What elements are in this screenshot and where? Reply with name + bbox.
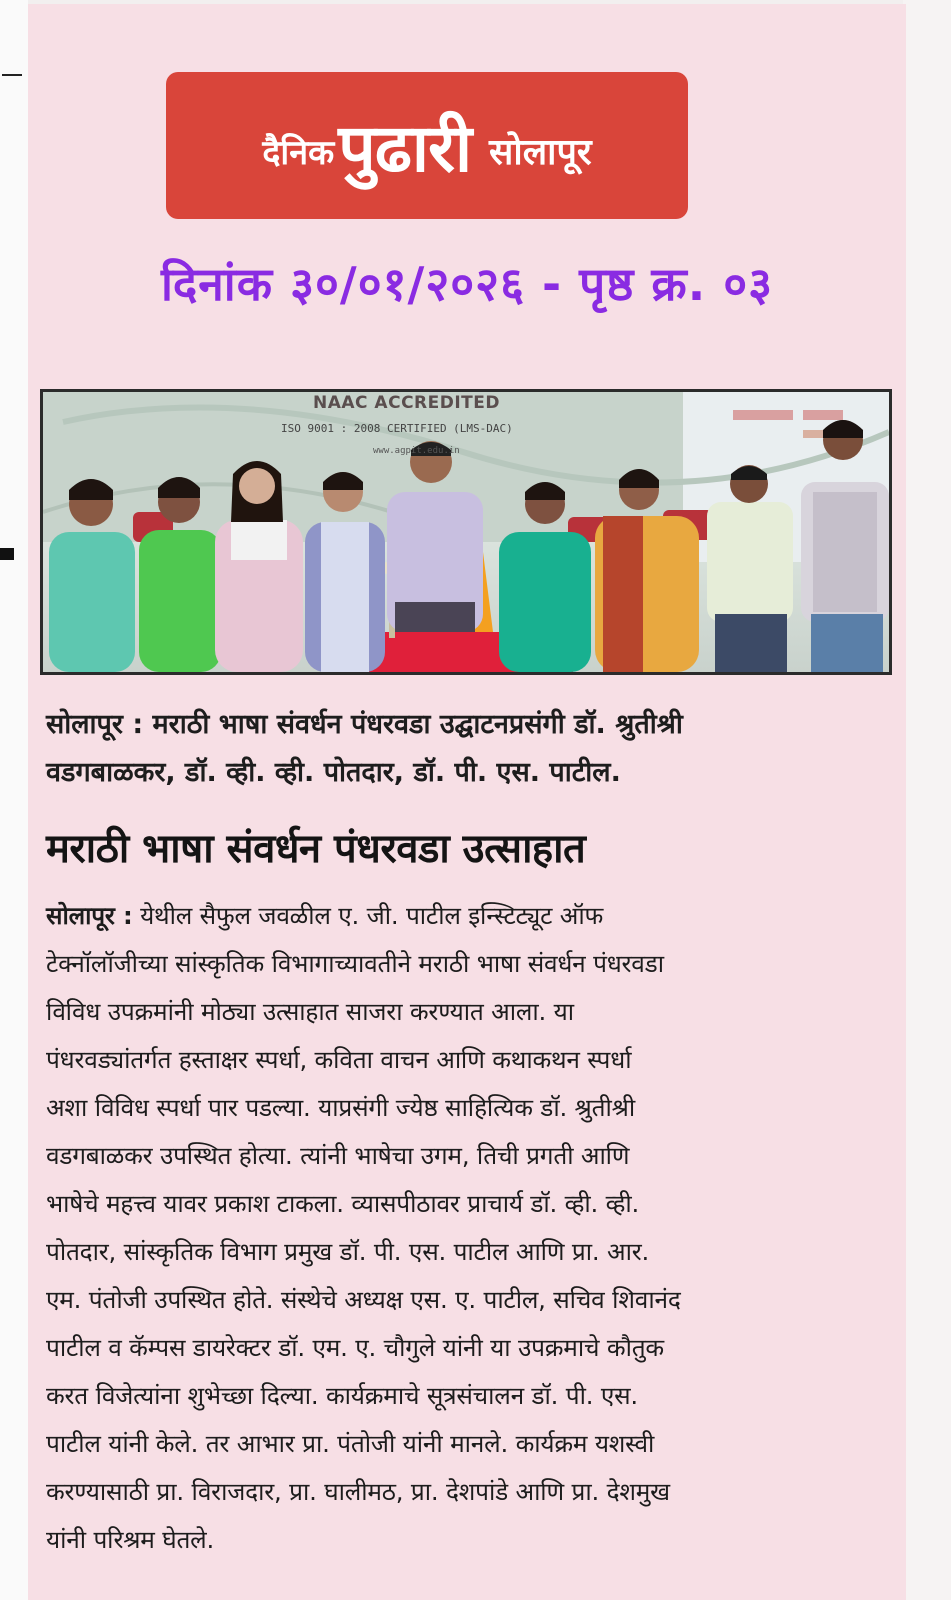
caption-line: सोलापूर : मराठी भाषा संवर्धन पंधरवडा उद्घाटनप्रसंगी डॉ. श्रुतीश्री <box>46 709 683 740</box>
body-line: विविध उपक्रमांनी मोठ्या उत्साहात साजरा करण्यात आला. या <box>46 997 574 1026</box>
masthead-city: सोलापूर <box>489 132 592 173</box>
body-line: यांनी परिश्रम घेतले. <box>46 1525 215 1554</box>
body-line: वडगबाळकर उपस्थित होत्या. त्यांनी भाषेचा उगम, तिची प्रगती आणि <box>46 1141 630 1170</box>
margin-mark <box>2 74 22 76</box>
event-photo <box>40 389 892 675</box>
body-line: सोलापूर : येथील सैफुल जवळील ए. जी. पाटील इन्स्टिट्यूट ऑफ <box>46 901 604 930</box>
dateline-lead: सोलापूर : <box>46 901 133 930</box>
banner-accreditation: NAAC ACCREDITED <box>313 393 501 413</box>
margin-mark <box>0 548 14 560</box>
body-line: करण्यासाठी प्रा. विराजदार, प्रा. घालीमठ, प्रा. देशपांडे आणि प्रा. देशमुख <box>46 1477 670 1506</box>
banner-iso: ISO 9001 : 2008 CERTIFIED (LMS-DAC) <box>281 422 513 435</box>
body-line: एम. पंतोजी उपस्थित होते. संस्थेचे अध्यक्ष एस. ए. पाटील, सचिव शिवानंद <box>46 1285 681 1314</box>
newspaper-clipping <box>28 4 906 1600</box>
body-line: टेक्नॉलॉजीच्या सांस्कृतिक विभागाच्यावतीने मराठी भाषा संवर्धन पंधरवडा <box>46 949 664 978</box>
body-line: पोतदार, सांस्कृतिक विभाग प्रमुख डॉ. पी. एस. पाटील आणि प्रा. आर. <box>46 1237 650 1266</box>
body-line: पाटील यांनी केले. तर आभार प्रा. पंतोजी यांनी मानले. कार्यक्रम यशस्वी <box>46 1429 655 1458</box>
caption-line: वडगबाळकर, डॉ. व्ही. व्ही. पोतदार, डॉ. पी. एस. पाटील. <box>46 757 621 788</box>
body-line: करत विजेत्यांना शुभेच्छा दिल्या. कार्यक्रमाचे सूत्रसंचालन डॉ. पी. एस. <box>46 1381 638 1410</box>
article-body <box>46 892 896 1564</box>
dateline: दिनांक ३०/०१/२०२६ - पृष्ठ क्र. ०३ <box>160 257 774 311</box>
page-right-margin <box>903 0 951 1600</box>
article-headline: मराठी भाषा संवर्धन पंधरवडा उत्साहात <box>46 826 586 872</box>
body-line: अशा विविध स्पर्धा पार पडल्या. याप्रसंगी ज्येष्ठ साहित्यिक डॉ. श्रुतीश्री <box>46 1093 636 1122</box>
body-line: भाषेचे महत्त्व यावर प्रकाश टाकला. व्यासपीठावर प्राचार्य डॉ. व्ही. व्ही. <box>46 1189 640 1218</box>
body-line: पाटील व कॅम्पस डायरेक्टर डॉ. एम. ए. चौगुले यांनी या उपक्रमाचे कौतुक <box>46 1333 664 1362</box>
banner-website: www.agpit.edu.in <box>373 446 460 456</box>
body-line: पंधरवड्यांतर्गत हस्ताक्षर स्पर्धा, कविता वाचन आणि कथाकथन स्पर्धा <box>46 1045 632 1074</box>
newspaper-masthead <box>166 72 688 219</box>
masthead-name: पुढारी <box>338 109 472 187</box>
masthead-prefix: दैनिक <box>262 132 335 173</box>
photo-caption <box>46 701 891 797</box>
page-left-margin <box>0 0 28 1600</box>
